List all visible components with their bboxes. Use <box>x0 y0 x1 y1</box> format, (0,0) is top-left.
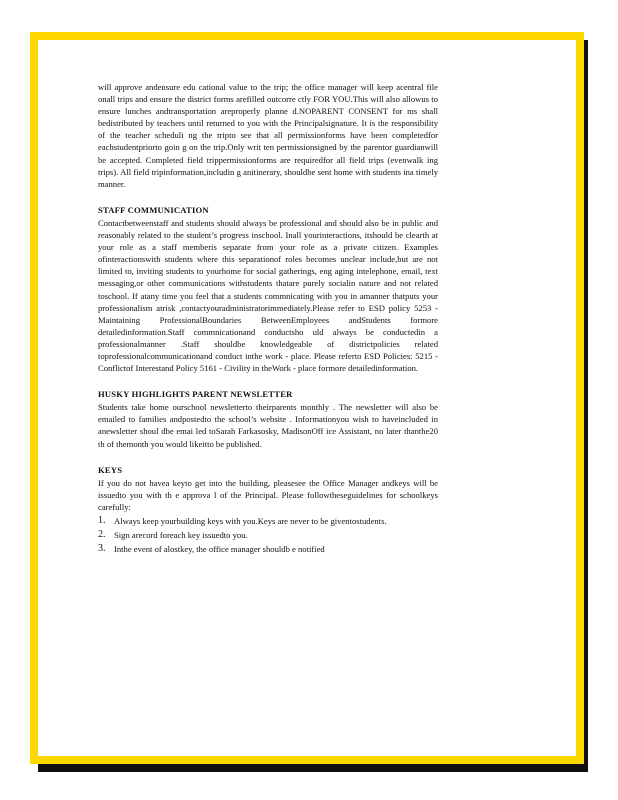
page-content <box>98 81 438 557</box>
field-trip-paragraph: will approve andensure edu cational value to the trip; the office manager will keep acentral file onall trips and ensure the district forms arefilled outcorre ctly FOR YOU.This will also allowus to ensure lunches andtransportation areproperly planne d.NOPARENT CONSENT for ms shall bedistributed by teachers until returned to you with the Principalsignature. It is the responsibility of the teacher scheduli ng the tripto see that all permissionforms have been completedfor eachstudentpriorto goin g on the trip.Only writ ten permissionsigned by the parentor guardianwill be accepted. Completed field trippermissionforms are requiredfor all field trips (evenwalk ing trips). All field tripinformation,includin g anitinerary, shouldbe sent home with students ina timely manner. <box>98 82 438 189</box>
newsletter-paragraph: Students take home ourschool newsletterto theirparents monthly . The newsletter will also be emailed to families andpostedto the school’s website . Informationyou wish to haveincluded in anewsletter shoul dbe emai led toSarah Farkasosky, MadisonOff ice Assistant, no later thanthe20 th of themonth you would likeitto be published. <box>98 402 438 449</box>
keys-heading: KEYS <box>98 464 123 475</box>
list-item-text: Inthe event of alostkey, the office manager shouldb e notified <box>114 544 325 555</box>
staff-communication-paragraph: Contactbetweenstaff and students should always be professional and should also be in public and reasonably related to the student’s progress inschool. Inall yourinteractions, itshould be clearth at your role as a staff memberis separate from your role as a private citizen. Examples ofinteractionswith students where this separationof roles becomes unclear include,but are not limited to, inviting students to yourhome for social gatherings, eng aging intelephone, email, text messaging,or other communications withstudents thatare purely socialin nature and not related toschool. If atany time you feel that a students commnicating with you in amanner thatputs your professionalism atrisk ,contactyouradministratorimmediately.Please refer to ESD policy 5253 - Maintaining ProfessionalBoundaries BetweenEmployees andStudents formore detailedinformation.Staff commnicationand conductsho uld always be conductedin a professionalmanner .Staff shouldbe knowledgeable of districtpolicies related toprofessionalcommunicationand conduct inthe work - place. Please referto ESD Policies: 5215 - Conflictof Interestand Policy 5161 - Civility in theWork - place formore detailedinformation. <box>98 217 438 374</box>
list-item-number: 1. <box>98 515 106 526</box>
list-item-number: 2. <box>98 529 106 541</box>
list-item-number: 3. <box>98 543 106 555</box>
keys-paragraph: If you do not havea keyto get into the building, pleasesee the Office Manager andkeys will be issuedto you with th e approva l of the Principal. Please followtheseguidelines for schoolkeys carefully: <box>98 477 438 512</box>
document-page <box>30 32 584 764</box>
newsletter-heading: HUSKY HIGHLIGHTS PARENT NEWSLETTER <box>98 389 293 400</box>
staff-communication-heading: STAFF COMMUNICATION <box>98 204 209 215</box>
list-item <box>98 543 438 555</box>
list-item-text: Always keep yourbuilding keys with you.Keys are never to be giventostudents. <box>114 516 387 526</box>
keys-guidelines-list <box>98 515 438 555</box>
list-item <box>98 515 438 527</box>
list-item <box>98 529 438 541</box>
list-item-text: Sign arecord foreach key issuedto you. <box>114 530 248 541</box>
